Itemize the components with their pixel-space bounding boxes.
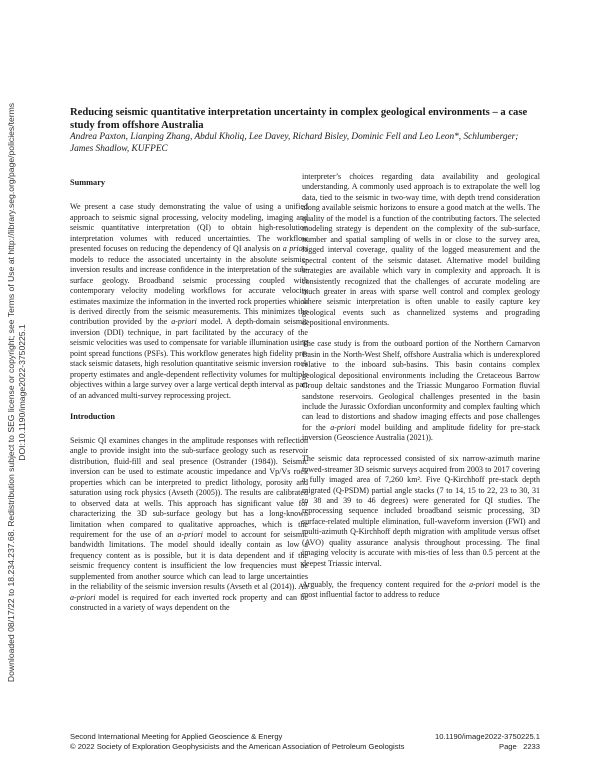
doi-notice-line: DOI:10.1190/image2022-3750225.1: [16, 324, 27, 461]
summary-paragraph: We present a case study demonstrating the value of using a unified approach to seismic signal processing, velocity modeling, imaging and seismic quantitative interpretation (QI) to obtain high-resolution interpretation volumes with reduced uncertainties. The workflow presented focuses on reducing the dependency of QI analysis on a priori models to reduce the associated uncertainty in the absolute seismic-inversion results and increase confidence in the interpretation of the sub-surface geology. Broadband seismic processing coupled with contemporary velocity modeling workflows for accurate velocity estimates maximize the information in the inverted rock properties which is derived directly from the seismic measurements. This minimizes the contribution provided by the a-priori model. A depth-domain seismic inversion (DDI) technique, in part facilitated by the accuracy of the seismic velocities was used to compensate for variable illumination using point spread functions (PSFs). This workflow generates high fidelity pre-stack seismic datasets, high resolution quantitative seismic inversion rock property estimates and angle-dependent reflectivity volumes for multiple objectives within a large survey over a large vertical depth interval as part of an advanced multi-survey reprocessing project.: [70, 202, 308, 400]
body-paragraph-2: The case study is from the outboard portion of the Northern Carnarvon Basin in the North-West Shelf, offshore Australia which is underexplored relative to the inboard sub-basins. This basin contains complex geological depositional environments including the Cretaceous Barrow Group deltaic sandstones and the Triassic Mungaroo Formation fluvial sandstone reservoirs. Geological challenges presented in the basin include the Jurassic Oxfordian unconformity and complex faulting which can lead to distortions and shadow imaging effects and pose challenges for the a-priori model building and amplitude fidelity for pre-stack inversion (Geoscience Australia (2021)).: [302, 339, 540, 443]
body-paragraph-4: Arguably, the frequency content required for the a-priori model is the most influential factor to address to reduce: [302, 579, 540, 600]
download-sidebar: [6, 95, 28, 690]
right-column: [302, 172, 540, 611]
body-paragraph-3: The seismic data reprocessed consisted of six narrow-azimuth marine towed-streamer 3D seismic surveys acquired from 2003 to 2017 covering a fully imaged area of 7,260 km². Five Q-Kirchhoff pre-stack depth migrated (Q-PSDM) partial angle stacks (7 to 14, 15 to 22, 23 to 30, 31 to 38 and 39 to 46 degrees) were generated for QI studies. The reprocessing sequence included broadband seismic processing, 3D surface-related multiple elimination, full-waveform inversion (FWI) and multi-azimuth Q-Kirchhoff depth migration with amplitude versus offset (AVO) quality assurance analysis throughout processing. The final imaging velocity is accurate with mis-ties of less than 0.5 percent at the deepest Triassic interval.: [302, 454, 540, 568]
paper-title: Reducing seismic quantitative interpretation uncertainty in complex geological environments – a case study from offshore Australia: [70, 107, 528, 131]
page-label: Page: [499, 741, 517, 751]
download-notice: [6, 95, 27, 690]
meeting-name: Second International Meeting for Applied Geoscience & Energy: [70, 732, 283, 741]
page-footer: [70, 732, 540, 751]
footer-doi: 10.1190/image2022-3750225.1: [435, 732, 540, 741]
left-column: [70, 172, 308, 624]
summary-heading: Summary: [70, 178, 106, 187]
page-number-row: [410, 742, 540, 752]
paper-authors: Andrea Paxton, Lianping Zhang, Abdul Kholiq, Lee Davey, Richard Bisley, Dominic Fell and Leo Leon*, Schlumberger; James Shadlow, KUFPEC: [70, 132, 519, 154]
page-number: 2233: [523, 741, 540, 751]
body-paragraph-1: interpreter’s choices regarding data availability and geological understanding. A commonly used approach is to extrapolate the well log data, tied to the seismic in two-way time, with depth trend consideration along available seismic horizons to ensure a good match at the wells. The quality of the model is a function of the contributing factors. The selected modeling strategy is dependent on the complexity of the sub-surface, number and spatial sampling of wells in or close to the survey area, logged interval coverage, quality of the logged measurement and the spectral content of the seismic dataset. Alternative model building strategies are available which vary in complexity and approach. It is consistently recognized that the challenges of accurate modeling are much greater in areas with sparse well control and complex geology where seismic interpretation is often unable to easily capture key geological events such as channelized systems and prograding depositional environments.: [302, 172, 540, 328]
introduction-paragraph: Seismic QI examines changes in the amplitude responses with reflection angle to provide insight into the sub-surface geology such as reservoir distribution, fluid-fill and seal presence (Ostrander (1984)). Seismic inversion can be used to estimate acoustic impedance and Vp/Vs rock properties which can be interpreted to predict lithology, porosity and saturation using rock physics (Avseth (2005)). The results are calibrated to observed data at wells. This approach has significant value for characterizing the 3D sub-surface geology but has a long-known limitation when compared to qualitative approaches, which is the requirement for the use of an a-priori model to account for seismic bandwidth limitations. The model should ideally contain as low a frequency content as is possible, but it is data dependent and if the seismic frequency content is insufficient the low frequencies must be supplemented from another source which can lead to large uncertainties in the reliability of the seismic inversion results (Avseth et al (2014)). An a-priori model is required for each inverted rock property and can be constructed in a variety of ways dependent on the: [70, 435, 308, 613]
introduction-heading: Introduction: [70, 411, 116, 421]
copyright-notice: © 2022 Society of Exploration Geophysicists and the American Association of Petroleum Geologists: [70, 741, 405, 751]
download-notice-line: Downloaded 08/17/22 to 18.234.237.68. Redistribution subject to SEG license or copyright; see Terms of Use at http://library.seg.org/page/policies/terms: [6, 102, 16, 683]
